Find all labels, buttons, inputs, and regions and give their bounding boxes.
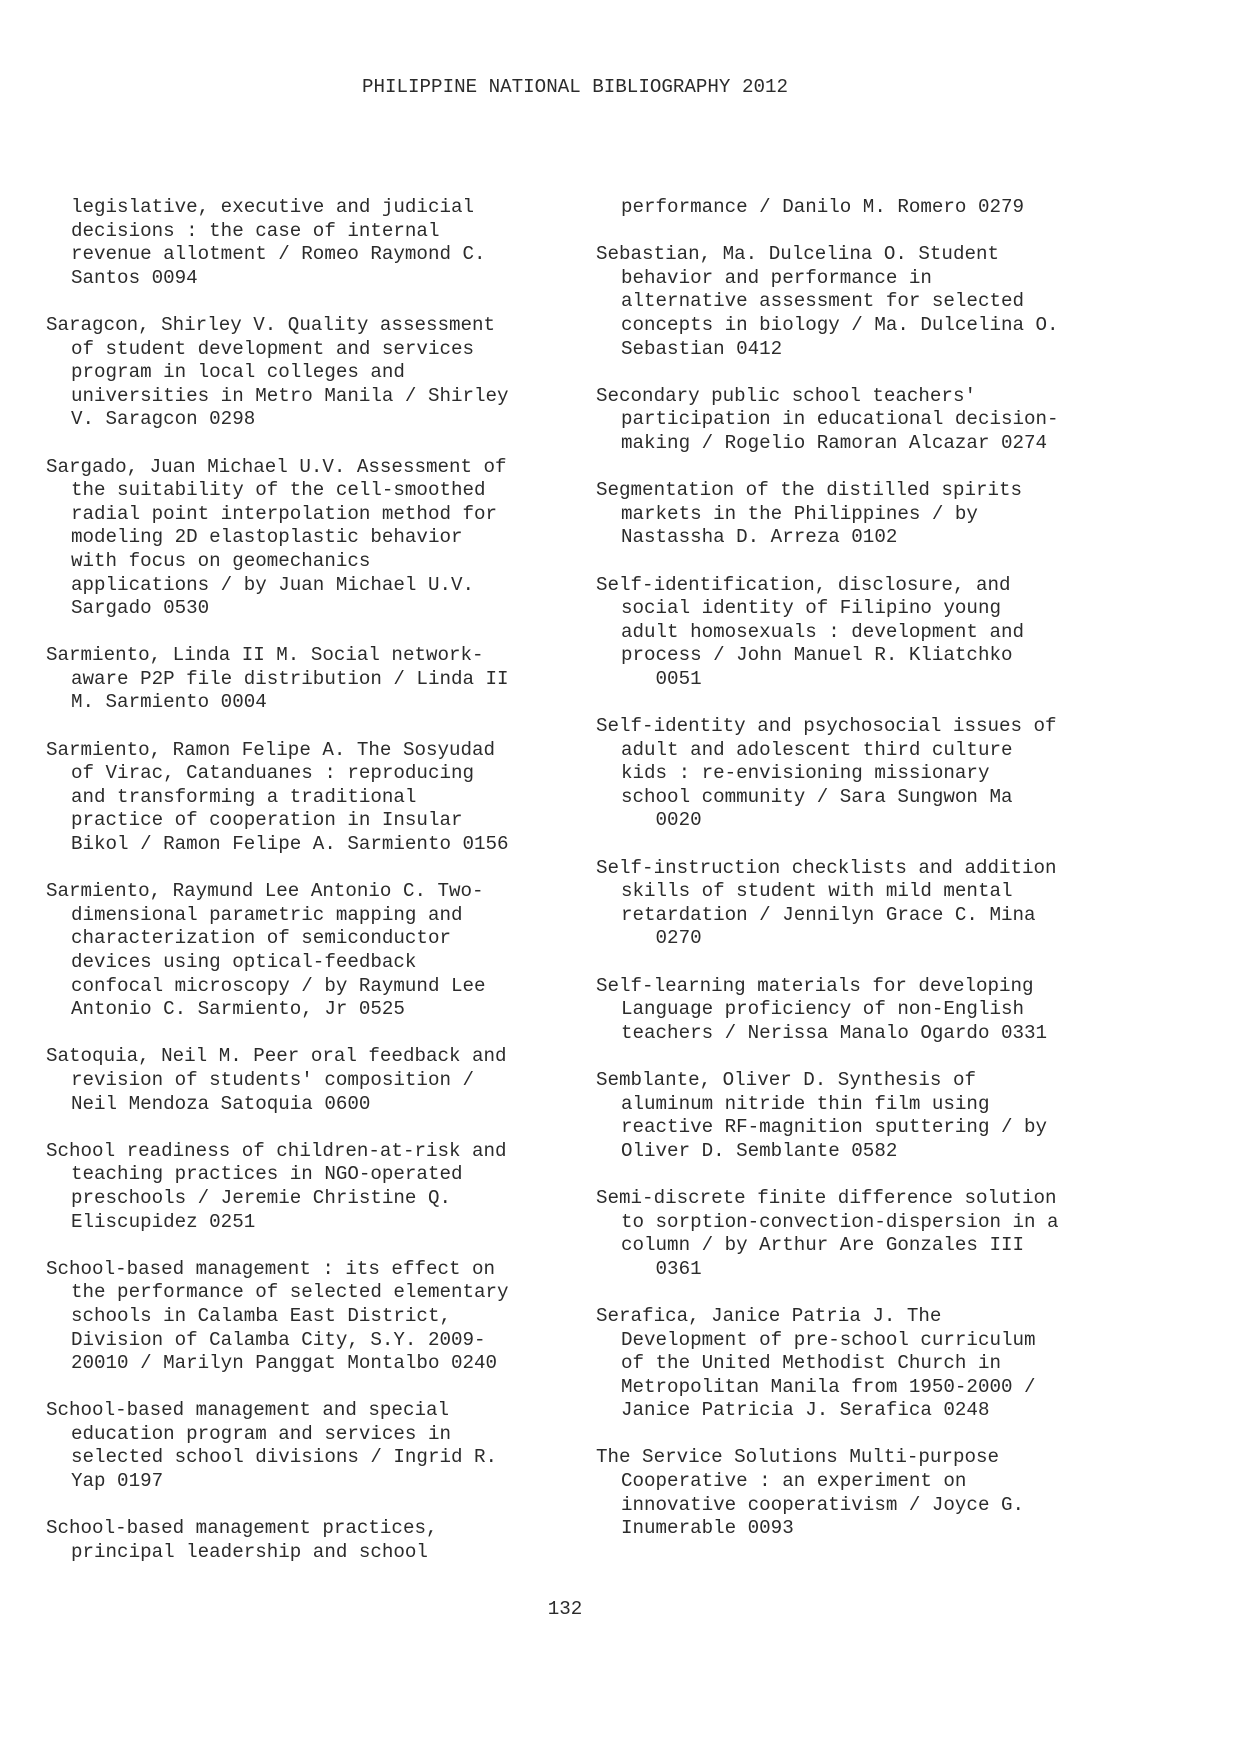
entry-line: School-based management : its effect on [46,1257,496,1280]
entry-line: teachers / Nerissa Manalo Ogardo 0331 [621,1021,1048,1044]
entry-line: revenue allotment / Romeo Raymond C. [71,243,486,266]
entry-line: Self-identity and psychosocial issues of [596,715,1057,738]
entry-line: dimensional parametric mapping and [71,903,463,926]
entry-line: participation in educational decision- [621,408,1059,431]
entry-line: Division of Calamba City, S.Y. 2009- [71,1328,486,1351]
entry-line: markets in the Philippines / by [621,502,978,525]
entry-line: Sarmiento, Raymund Lee Antonio C. Two- [46,880,484,903]
entry-line: Cooperative : an experiment on [621,1470,967,1493]
bibliography-entry [596,1069,1136,1163]
entry-line: skills of student with mild mental [621,880,1013,903]
entry-line: and transforming a traditional [71,785,417,808]
entry-line: 20010 / Marilyn Panggat Montalbo 0240 [71,1352,498,1375]
entry-line: selected school divisions / Ingrid R. [71,1446,498,1469]
entry-line: Sargado 0530 [71,597,210,620]
entry-line: aware P2P file distribution / Linda II [71,667,509,690]
entry-line: The Service Solutions Multi-purpose [596,1446,1000,1469]
entry-line: alternative assessment for selected [621,290,1025,313]
entry-line: 0020 [621,809,702,832]
entry-line: School readiness of children-at-risk and [46,1139,507,1162]
entry-line: Eliscupidez 0251 [71,1210,256,1233]
bibliography-entry [596,574,1136,692]
entry-line: legislative, executive and judicial [71,196,475,218]
entry-line: adult homosexuals : development and [621,620,1025,643]
entry-line: to sorption-convection-dispersion in a [621,1210,1059,1233]
entry-line: making / Rogelio Ramoran Alcazar 0274 [621,431,1048,454]
bibliography-entry [46,1517,566,1564]
entry-line: Sarmiento, Ramon Felipe A. The Sosyudad [46,738,496,761]
entry-line: Satoquia, Neil M. Peer oral feedback and [46,1045,507,1068]
entry-line: 0361 [621,1257,702,1280]
bibliography-entry [596,975,1136,1046]
entry-line: behavior and performance in [621,266,932,289]
entry-line: education program and services in [71,1422,451,1445]
entry-line: Self-identification, disclosure, and [596,573,1011,596]
entry-line: 0270 [621,927,702,950]
bibliography-entry [46,739,566,857]
bibliography-entry [46,880,566,1022]
entry-line: retardation / Jennilyn Grace C. Mina [621,903,1036,926]
bibliography-entry [596,479,1136,550]
bibliography-entry [596,857,1136,951]
entry-line: Semi-discrete finite difference solution [596,1186,1057,1209]
entry-line: the performance of selected elementary [71,1281,509,1304]
entry-line: School-based management practices, [46,1517,438,1540]
bibliography-entry [46,1399,566,1493]
bibliography-entry [46,1258,566,1376]
bibliography-entry [46,1045,566,1116]
bibliography-entry [596,1305,1136,1423]
bibliography-entry-continuation [596,196,1136,220]
entry-line: of Virac, Catanduanes : reproducing [71,762,475,785]
bibliography-entry [46,314,566,432]
entry-line: social identity of Filipino young [621,597,1001,620]
entry-line: innovative cooperativism / Joyce G. [621,1493,1025,1516]
entry-line: modeling 2D elastoplastic behavior [71,526,463,549]
entry-line: confocal microscopy / by Raymund Lee [71,974,486,997]
bibliography-entry-continuation [46,196,566,290]
entry-line: Saragcon, Shirley V. Quality assessment [46,313,496,336]
entry-line: applications / by Juan Michael U.V. [71,573,475,596]
entry-line: revision of students' composition / [71,1068,475,1091]
entry-line: Sebastian 0412 [621,337,783,360]
entry-line: kids : re-envisioning missionary [621,762,990,785]
entry-line: Self-instruction checklists and addition [596,856,1057,879]
page-header: PHILIPPINE NATIONAL BIBLIOGRAPHY 2012 [361,76,789,98]
entry-line: schools in Calamba East District, [71,1304,451,1327]
entry-line: concepts in biology / Ma. Dulcelina O. [621,313,1059,336]
entry-line: Language proficiency of non-English [621,998,1025,1021]
entry-line: Nastassha D. Arreza 0102 [621,526,898,549]
entry-line: Janice Patricia J. Serafica 0248 [621,1399,990,1422]
bibliography-entry [596,243,1136,361]
entry-line: School-based management and special [46,1399,450,1422]
entry-line: Metropolitan Manila from 1950-2000 / [621,1375,1036,1398]
entry-line: the suitability of the cell-smoothed [71,479,486,502]
entry-line: V. Saragcon 0298 [71,408,256,431]
entry-line: aluminum nitride thin film using [621,1092,990,1115]
entry-line: with focus on geomechanics [71,549,371,572]
entry-line: column / by Arthur Are Gonzales III [621,1234,1025,1257]
entry-line: Santos 0094 [71,266,198,289]
entry-line: preschools / Jeremie Christine Q. [71,1186,451,1209]
bibliography-entry [596,715,1136,833]
entry-line: of the United Methodist Church in [621,1352,1001,1375]
entry-line: adult and adolescent third culture [621,738,1013,761]
entry-line: Segmentation of the distilled spirits [596,479,1023,502]
entry-line: program in local colleges and [71,361,405,384]
entry-line: devices using optical-feedback [71,951,417,973]
bibliography-column-right [596,196,1136,1564]
entry-line: Sebastian, Ma. Dulcelina O. Student [596,243,1000,266]
entry-line: practice of cooperation in Insular [71,809,463,832]
bibliography-entry [46,644,566,715]
entry-line: Bikol / Ramon Felipe A. Sarmiento 0156 [71,833,509,856]
bibliography-column-left [46,196,566,1588]
entry-line: Serafica, Janice Patria J. The [596,1304,942,1327]
bibliography-entry [46,456,566,621]
entry-line: Yap 0197 [71,1470,164,1493]
entry-line: Oliver D. Semblante 0582 [621,1139,898,1162]
bibliography-entry [596,1187,1136,1281]
entry-line: decisions : the case of internal [71,219,440,242]
entry-line: Secondary public school teachers' [596,384,976,407]
bibliography-entry [46,1140,566,1234]
entry-line: M. Sarmiento 0004 [71,691,267,714]
entry-line: Sargado, Juan Michael U.V. Assessment of [46,455,507,478]
entry-line: Development of pre-school curriculum [621,1328,1036,1351]
entry-line: radial point interpolation method for [71,502,498,525]
bibliography-entry [596,1446,1136,1540]
entry-line: performance / Danilo M. Romero 0279 [621,196,1025,218]
entry-line: Antonio C. Sarmiento, Jr 0525 [71,998,405,1021]
entry-line: process / John Manuel R. Kliatchko [621,644,1013,667]
bibliography-entry [596,385,1136,456]
entry-line: Self-learning materials for developing [596,974,1034,997]
entry-line: teaching practices in NGO-operated [71,1163,463,1186]
entry-line: principal leadership and school [71,1540,428,1563]
entry-line: universities in Metro Manila / Shirley [71,384,509,407]
entry-line: of student development and services [71,337,475,360]
entry-line: Inumerable 0093 [621,1517,794,1540]
entry-line: reactive RF-magnition sputtering / by [621,1116,1048,1139]
entry-line: characterization of semiconductor [71,927,451,950]
entry-line: school community / Sara Sungwon Ma [621,785,1013,808]
entry-line: Sarmiento, Linda II M. Social network- [46,644,484,667]
entry-line: Neil Mendoza Satoquia 0600 [71,1092,371,1115]
entry-line: Semblante, Oliver D. Synthesis of [596,1068,976,1091]
entry-line: 0051 [621,667,702,690]
page-number: 132 [547,1598,583,1620]
